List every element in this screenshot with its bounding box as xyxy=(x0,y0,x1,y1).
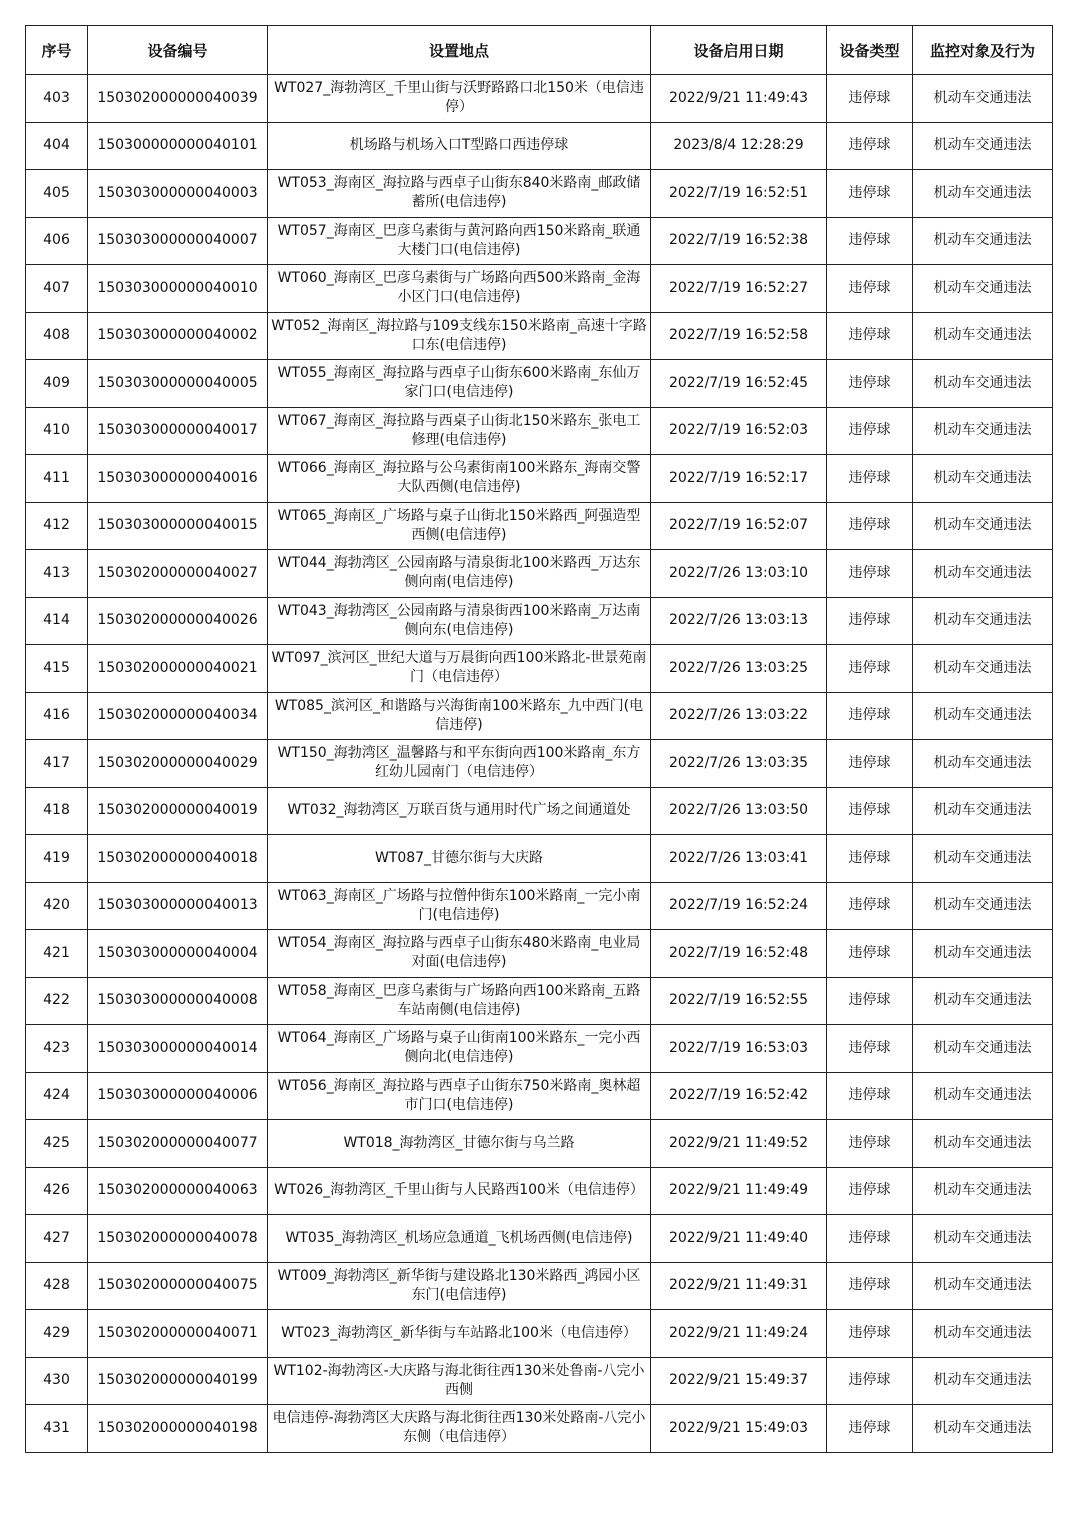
cell-device-id: 150303000000040010 xyxy=(88,265,268,313)
table-row xyxy=(26,835,1053,883)
cell-device-type: 违停球 xyxy=(827,882,913,930)
table-row xyxy=(26,1310,1053,1358)
cell-device-id: 150302000000040078 xyxy=(88,1215,268,1263)
cell-monitor-target: 机动车交通违法 xyxy=(913,692,1053,740)
cell-device-id: 150302000000040019 xyxy=(88,787,268,835)
cell-location: WT044_海勃湾区_公园南路与清泉街北100米路西_万达东侧向南(电信违停) xyxy=(268,550,651,598)
cell-start-date: 2022/7/19 16:53:03 xyxy=(651,1025,827,1073)
cell-index: 415 xyxy=(26,645,88,693)
cell-index: 405 xyxy=(26,170,88,218)
cell-device-type: 违停球 xyxy=(827,977,913,1025)
table-row xyxy=(26,882,1053,930)
cell-monitor-target: 机动车交通违法 xyxy=(913,977,1053,1025)
header-monitor-target: 监控对象及行为 xyxy=(913,26,1053,75)
table-row xyxy=(26,1025,1053,1073)
cell-device-id: 150303000000040003 xyxy=(88,170,268,218)
cell-device-id: 150302000000040034 xyxy=(88,692,268,740)
cell-device-type: 违停球 xyxy=(827,360,913,408)
cell-index: 406 xyxy=(26,217,88,265)
cell-index: 408 xyxy=(26,312,88,360)
cell-device-type: 违停球 xyxy=(827,1357,913,1405)
cell-monitor-target: 机动车交通违法 xyxy=(913,882,1053,930)
cell-start-date: 2022/7/19 16:52:17 xyxy=(651,455,827,503)
cell-location: WT085_滨河区_和谐路与兴海街南100米路东_九中西门(电信违停) xyxy=(268,692,651,740)
cell-start-date: 2022/7/26 13:03:50 xyxy=(651,787,827,835)
table-body xyxy=(26,75,1053,1453)
cell-location: WT063_海南区_广场路与拉僧仲街东100米路南_一完小南门(电信违停) xyxy=(268,882,651,930)
table-row xyxy=(26,977,1053,1025)
cell-start-date: 2023/8/4 12:28:29 xyxy=(651,122,827,170)
cell-monitor-target: 机动车交通违法 xyxy=(913,1120,1053,1168)
cell-device-id: 150302000000040199 xyxy=(88,1357,268,1405)
cell-location: WT150_海勃湾区_温馨路与和平东街向西100米路南_东方红幼儿园南门（电信违停） xyxy=(268,740,651,788)
cell-location: WT102-海勃湾区-大庆路与海北街往西130米处鲁南-八完小西侧 xyxy=(268,1357,651,1405)
table-row xyxy=(26,787,1053,835)
cell-device-id: 150303000000040007 xyxy=(88,217,268,265)
cell-device-type: 违停球 xyxy=(827,75,913,123)
cell-monitor-target: 机动车交通违法 xyxy=(913,835,1053,883)
cell-device-type: 违停球 xyxy=(827,787,913,835)
cell-monitor-target: 机动车交通违法 xyxy=(913,1310,1053,1358)
cell-start-date: 2022/7/26 13:03:41 xyxy=(651,835,827,883)
table-row xyxy=(26,312,1053,360)
cell-device-type: 违停球 xyxy=(827,645,913,693)
cell-location: WT055_海南区_海拉路与西卓子山街东600米路南_东仙万家门口(电信违停) xyxy=(268,360,651,408)
cell-device-id: 150302000000040021 xyxy=(88,645,268,693)
table-row xyxy=(26,1357,1053,1405)
cell-device-type: 违停球 xyxy=(827,455,913,503)
cell-device-type: 违停球 xyxy=(827,312,913,360)
cell-index: 427 xyxy=(26,1215,88,1263)
cell-device-type: 违停球 xyxy=(827,502,913,550)
table-row xyxy=(26,265,1053,313)
cell-monitor-target: 机动车交通违法 xyxy=(913,1072,1053,1120)
cell-location: WT018_海勃湾区_甘德尔街与乌兰路 xyxy=(268,1120,651,1168)
cell-start-date: 2022/7/19 16:52:07 xyxy=(651,502,827,550)
cell-device-id: 150302000000040063 xyxy=(88,1167,268,1215)
cell-location: WT054_海南区_海拉路与西卓子山街东480米路南_电业局对面(电信违停) xyxy=(268,930,651,978)
table-row xyxy=(26,360,1053,408)
cell-device-type: 违停球 xyxy=(827,122,913,170)
cell-start-date: 2022/9/21 11:49:49 xyxy=(651,1167,827,1215)
cell-device-type: 违停球 xyxy=(827,930,913,978)
cell-device-id: 150302000000040198 xyxy=(88,1405,268,1453)
cell-index: 409 xyxy=(26,360,88,408)
table-row xyxy=(26,645,1053,693)
table-row xyxy=(26,930,1053,978)
cell-location: WT060_海南区_巴彦乌素街与广场路向西500米路南_金海小区门口(电信违停) xyxy=(268,265,651,313)
cell-monitor-target: 机动车交通违法 xyxy=(913,597,1053,645)
cell-index: 424 xyxy=(26,1072,88,1120)
cell-start-date: 2022/7/26 13:03:22 xyxy=(651,692,827,740)
cell-start-date: 2022/7/19 16:52:58 xyxy=(651,312,827,360)
table-row xyxy=(26,740,1053,788)
cell-monitor-target: 机动车交通违法 xyxy=(913,1405,1053,1453)
cell-start-date: 2022/9/21 11:49:24 xyxy=(651,1310,827,1358)
cell-device-type: 违停球 xyxy=(827,740,913,788)
cell-monitor-target: 机动车交通违法 xyxy=(913,170,1053,218)
cell-location: WT053_海南区_海拉路与西卓子山街东840米路南_邮政储蓄所(电信违停) xyxy=(268,170,651,218)
cell-index: 403 xyxy=(26,75,88,123)
cell-device-type: 违停球 xyxy=(827,550,913,598)
cell-device-id: 150303000000040002 xyxy=(88,312,268,360)
cell-index: 430 xyxy=(26,1357,88,1405)
cell-device-type: 违停球 xyxy=(827,1215,913,1263)
cell-index: 411 xyxy=(26,455,88,503)
cell-device-id: 150302000000040029 xyxy=(88,740,268,788)
cell-start-date: 2022/7/19 16:52:45 xyxy=(651,360,827,408)
cell-monitor-target: 机动车交通违法 xyxy=(913,645,1053,693)
cell-device-type: 违停球 xyxy=(827,1405,913,1453)
cell-monitor-target: 机动车交通违法 xyxy=(913,217,1053,265)
cell-start-date: 2022/9/21 11:49:40 xyxy=(651,1215,827,1263)
cell-index: 421 xyxy=(26,930,88,978)
cell-start-date: 2022/7/19 16:52:24 xyxy=(651,882,827,930)
cell-start-date: 2022/7/26 13:03:13 xyxy=(651,597,827,645)
cell-monitor-target: 机动车交通违法 xyxy=(913,1357,1053,1405)
cell-location: WT065_海南区_广场路与桌子山街北150米路西_阿强造型西侧(电信违停) xyxy=(268,502,651,550)
table-row xyxy=(26,217,1053,265)
cell-monitor-target: 机动车交通违法 xyxy=(913,407,1053,455)
cell-device-id: 150303000000040016 xyxy=(88,455,268,503)
cell-device-id: 150303000000040014 xyxy=(88,1025,268,1073)
cell-device-id: 150303000000040015 xyxy=(88,502,268,550)
table-row xyxy=(26,407,1053,455)
cell-device-type: 违停球 xyxy=(827,1072,913,1120)
cell-location: WT066_海南区_海拉路与公乌素街南100米路东_海南交警大队西侧(电信违停) xyxy=(268,455,651,503)
cell-index: 407 xyxy=(26,265,88,313)
cell-index: 416 xyxy=(26,692,88,740)
table-row xyxy=(26,1215,1053,1263)
cell-index: 425 xyxy=(26,1120,88,1168)
cell-device-id: 150302000000040075 xyxy=(88,1262,268,1310)
cell-index: 422 xyxy=(26,977,88,1025)
cell-index: 428 xyxy=(26,1262,88,1310)
device-table xyxy=(25,25,1053,1453)
table-row xyxy=(26,1262,1053,1310)
cell-device-id: 150302000000040071 xyxy=(88,1310,268,1358)
cell-device-type: 违停球 xyxy=(827,170,913,218)
table-header-row xyxy=(26,26,1053,75)
cell-device-id: 150302000000040077 xyxy=(88,1120,268,1168)
cell-location: WT035_海勃湾区_机场应急通道_飞机场西侧(电信违停) xyxy=(268,1215,651,1263)
cell-index: 413 xyxy=(26,550,88,598)
table-row xyxy=(26,75,1053,123)
cell-start-date: 2022/7/19 16:52:55 xyxy=(651,977,827,1025)
cell-index: 410 xyxy=(26,407,88,455)
cell-device-type: 违停球 xyxy=(827,1262,913,1310)
table-row xyxy=(26,692,1053,740)
cell-monitor-target: 机动车交通违法 xyxy=(913,787,1053,835)
cell-device-id: 150300000000040101 xyxy=(88,122,268,170)
cell-location: WT026_海勃湾区_千里山街与人民路西100米（电信违停） xyxy=(268,1167,651,1215)
cell-index: 431 xyxy=(26,1405,88,1453)
cell-index: 404 xyxy=(26,122,88,170)
table-row xyxy=(26,1167,1053,1215)
cell-monitor-target: 机动车交通违法 xyxy=(913,122,1053,170)
table-row xyxy=(26,170,1053,218)
cell-index: 420 xyxy=(26,882,88,930)
cell-index: 414 xyxy=(26,597,88,645)
cell-device-id: 150303000000040004 xyxy=(88,930,268,978)
cell-start-date: 2022/7/19 16:52:48 xyxy=(651,930,827,978)
cell-start-date: 2022/9/21 11:49:43 xyxy=(651,75,827,123)
cell-location: WT023_海勃湾区_新华街与车站路北100米（电信违停） xyxy=(268,1310,651,1358)
table-row xyxy=(26,597,1053,645)
cell-device-id: 150302000000040039 xyxy=(88,75,268,123)
cell-location: WT087_甘德尔街与大庆路 xyxy=(268,835,651,883)
cell-start-date: 2022/9/21 15:49:03 xyxy=(651,1405,827,1453)
cell-monitor-target: 机动车交通违法 xyxy=(913,1025,1053,1073)
cell-index: 418 xyxy=(26,787,88,835)
cell-monitor-target: 机动车交通违法 xyxy=(913,550,1053,598)
cell-device-type: 违停球 xyxy=(827,597,913,645)
cell-monitor-target: 机动车交通违法 xyxy=(913,502,1053,550)
cell-location: WT057_海南区_巴彦乌素街与黄河路向西150米路南_联通大楼门口(电信违停) xyxy=(268,217,651,265)
cell-monitor-target: 机动车交通违法 xyxy=(913,265,1053,313)
cell-start-date: 2022/7/19 16:52:51 xyxy=(651,170,827,218)
cell-monitor-target: 机动车交通违法 xyxy=(913,455,1053,503)
cell-index: 423 xyxy=(26,1025,88,1073)
cell-start-date: 2022/9/21 15:49:37 xyxy=(651,1357,827,1405)
table-row xyxy=(26,122,1053,170)
cell-device-id: 150302000000040026 xyxy=(88,597,268,645)
cell-start-date: 2022/7/26 13:03:25 xyxy=(651,645,827,693)
cell-device-id: 150303000000040013 xyxy=(88,882,268,930)
cell-device-id: 150303000000040006 xyxy=(88,1072,268,1120)
cell-location: WT043_海勃湾区_公园南路与清泉街西100米路南_万达南侧向东(电信违停) xyxy=(268,597,651,645)
header-location: 设置地点 xyxy=(268,26,651,75)
cell-device-id: 150302000000040018 xyxy=(88,835,268,883)
cell-index: 412 xyxy=(26,502,88,550)
cell-start-date: 2022/9/21 11:49:31 xyxy=(651,1262,827,1310)
cell-device-type: 违停球 xyxy=(827,217,913,265)
header-start-date: 设备启用日期 xyxy=(651,26,827,75)
cell-device-type: 违停球 xyxy=(827,265,913,313)
cell-start-date: 2022/7/19 16:52:27 xyxy=(651,265,827,313)
cell-start-date: 2022/7/19 16:52:42 xyxy=(651,1072,827,1120)
cell-location: WT009_海勃湾区_新华街与建设路北130米路西_鸿园小区东门(电信违停) xyxy=(268,1262,651,1310)
header-device-id: 设备编号 xyxy=(88,26,268,75)
cell-start-date: 2022/7/26 13:03:10 xyxy=(651,550,827,598)
cell-monitor-target: 机动车交通违法 xyxy=(913,75,1053,123)
cell-device-type: 违停球 xyxy=(827,1167,913,1215)
cell-monitor-target: 机动车交通违法 xyxy=(913,360,1053,408)
cell-location: WT067_海南区_海拉路与西桌子山街北150米路东_张电工修理(电信违停) xyxy=(268,407,651,455)
cell-index: 419 xyxy=(26,835,88,883)
table-row xyxy=(26,502,1053,550)
cell-start-date: 2022/7/26 13:03:35 xyxy=(651,740,827,788)
cell-location: 电信违停-海勃湾区大庆路与海北街往西130米处路南-八完小东侧（电信违停） xyxy=(268,1405,651,1453)
cell-device-type: 违停球 xyxy=(827,692,913,740)
cell-device-type: 违停球 xyxy=(827,1025,913,1073)
cell-index: 429 xyxy=(26,1310,88,1358)
cell-monitor-target: 机动车交通违法 xyxy=(913,930,1053,978)
table-row xyxy=(26,550,1053,598)
cell-monitor-target: 机动车交通违法 xyxy=(913,1262,1053,1310)
cell-device-type: 违停球 xyxy=(827,835,913,883)
header-index: 序号 xyxy=(26,26,88,75)
table-row xyxy=(26,1120,1053,1168)
cell-location: WT097_滨河区_世纪大道与万晨街向西100米路北-世景苑南门（电信违停） xyxy=(268,645,651,693)
cell-location: WT032_海勃湾区_万联百货与通用时代广场之间通道处 xyxy=(268,787,651,835)
cell-monitor-target: 机动车交通违法 xyxy=(913,1215,1053,1263)
cell-location: WT064_海南区_广场路与桌子山街南100米路东_一完小西侧向北(电信违停) xyxy=(268,1025,651,1073)
table-row xyxy=(26,1072,1053,1120)
cell-monitor-target: 机动车交通违法 xyxy=(913,740,1053,788)
cell-start-date: 2022/7/19 16:52:38 xyxy=(651,217,827,265)
table-row xyxy=(26,455,1053,503)
cell-monitor-target: 机动车交通违法 xyxy=(913,1167,1053,1215)
cell-device-id: 150303000000040017 xyxy=(88,407,268,455)
cell-location: WT058_海南区_巴彦乌素街与广场路向西100米路南_五路车站南侧(电信违停) xyxy=(268,977,651,1025)
cell-device-type: 违停球 xyxy=(827,1120,913,1168)
cell-location: WT056_海南区_海拉路与西卓子山街东750米路南_奥林超市门口(电信违停) xyxy=(268,1072,651,1120)
header-device-type: 设备类型 xyxy=(827,26,913,75)
table-row xyxy=(26,1405,1053,1453)
cell-location: WT052_海南区_海拉路与109支线东150米路南_高速十字路口东(电信违停) xyxy=(268,312,651,360)
cell-device-id: 150302000000040027 xyxy=(88,550,268,598)
cell-location: WT027_海勃湾区_千里山街与沃野路路口北150米（电信违停） xyxy=(268,75,651,123)
cell-device-type: 违停球 xyxy=(827,407,913,455)
cell-location: 机场路与机场入口T型路口西违停球 xyxy=(268,122,651,170)
cell-start-date: 2022/7/19 16:52:03 xyxy=(651,407,827,455)
cell-index: 417 xyxy=(26,740,88,788)
cell-index: 426 xyxy=(26,1167,88,1215)
cell-start-date: 2022/9/21 11:49:52 xyxy=(651,1120,827,1168)
cell-device-id: 150303000000040008 xyxy=(88,977,268,1025)
cell-device-id: 150303000000040005 xyxy=(88,360,268,408)
cell-device-type: 违停球 xyxy=(827,1310,913,1358)
cell-monitor-target: 机动车交通违法 xyxy=(913,312,1053,360)
